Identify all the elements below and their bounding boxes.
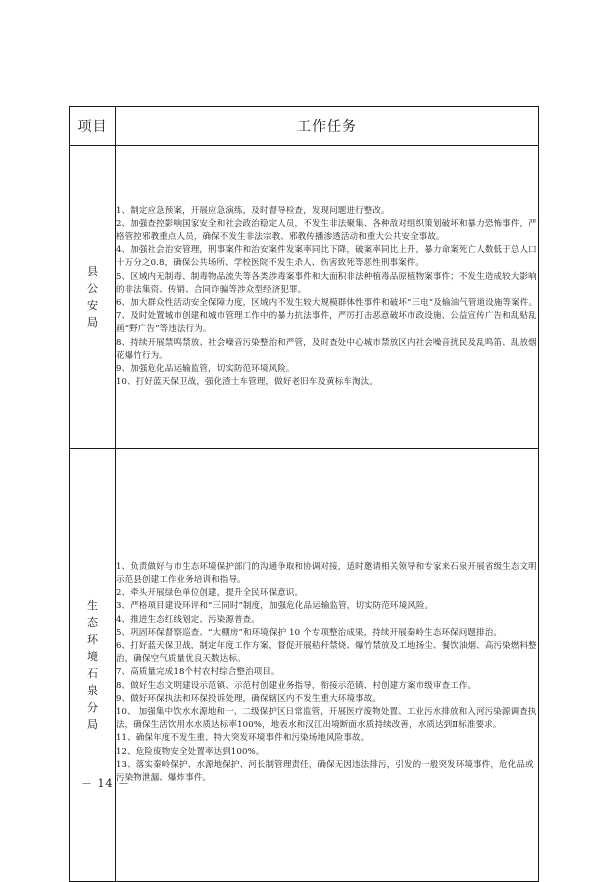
task-item: 1、负责做好与市生态环境保护部门的沟通争取和协调对接，适时邀请相关领导和专家来石泉开展省级生态文明示范县创建工作业务培训和指导。 [116, 561, 537, 585]
dept-name-char: 境 [87, 650, 98, 663]
task-item: 8、做好生态文明建设示范镇、示范村创建业务指导，衔接示范镇、村创建方案市级审查工作。 [116, 680, 477, 691]
task-item: 10、 加强集中饮水水源地和一、二级保护区日常监管，开展医疗废物处置、工业污水排放和入河污染源调查执法，确保生活饮用水水质达标率100%，地表水和汉江出境断面水质持续改善，水质达到Ⅱ标准要求。 [116, 707, 537, 731]
dept-name-police [70, 263, 115, 331]
task-item: 5、巩固环保督察巡查、“大棚房”和环境保护 10 个专项整治成果，持续开展秦岭生态环保问题排治。 [116, 627, 503, 638]
task-item: 2、加强查控影响国家安全和社会政治稳定人员，不发生非法聚集、各种敌对组织策划破坏和暴力恐怖事件，严格管控邪教重点人员，确保不发生非法宗教、邪教传播渗透活动和重大公共安全事故。 [116, 218, 537, 242]
dept-name-char: 泉 [87, 684, 98, 697]
header-task: 工作任务 [116, 107, 539, 146]
dept-name-char: 分 [87, 701, 98, 714]
task-table [69, 106, 539, 882]
table-header-row [70, 107, 539, 146]
task-item: 10、打好蓝天保卫战，强化渣土车管理，做好老旧车及黄标车淘汰。 [116, 377, 378, 388]
task-item: 7、及时处置城市创建和城市管理工作中的暴力抗法事件，严厉打击恶意破坏市政设施、公益宣传广告和乱贴乱画“野广告”等违法行为。 [116, 311, 537, 335]
table-row [70, 146, 539, 449]
task-item: 6、打好蓝天保卫战，制定年度工作方案，督促开展秸秆禁烧、爆竹禁放及工地扬尘、餐饮油烟、高污染燃料整治，确保空气质量优良天数达标。 [116, 640, 537, 665]
task-item: 9、做好环保执法和环保投诉处理，确保辖区内不发生重大环境事故。 [116, 693, 382, 704]
task-item: 7、高质量完成18个村农村综合整治项目。 [116, 667, 280, 678]
dept-name-char: 局 [87, 718, 98, 731]
table-row [70, 449, 539, 882]
dept-name-char: 石 [87, 667, 98, 680]
task-item: 9、加强危化品运输监管，切实防范环境风险。 [116, 364, 295, 375]
task-list-ecology [116, 449, 539, 882]
header-item: 项目 [70, 107, 116, 146]
task-list-police [116, 146, 539, 449]
task-item: 4、加强社会治安管理，刑事案件和治安案件发案率同比下降，破案率同比上升，暴力命案死亡人数低于总人口十万分之0.8，确保公共场所、学校医院不发生杀人、伤害致死等恶性刑事案件。 [116, 245, 537, 269]
task-item: 5、区域内无制毒、制毒物品流失等各类涉毒案事件和大面积非法种植毒品原植物案事件；不发生造成较大影响的非法集资、传销、合同诈骗等涉众型经济犯罪。 [116, 271, 537, 295]
task-item: 2、牵头开展绿色单位创建，提升全民环保意识。 [116, 588, 304, 599]
dept-cell-police [70, 146, 116, 449]
dept-name-char: 生 [87, 599, 98, 612]
task-item: 12、危险废物安全处置率达到100%。 [116, 746, 265, 757]
dept-name-char: 安 [87, 299, 98, 312]
task-item: 1、制定应急预案，开展应急演练，及时督导检查，发现问题进行整改。 [116, 205, 390, 216]
dept-cell-ecology [70, 449, 116, 882]
dept-name-char: 态 [87, 616, 98, 629]
page-number: － 14 － [81, 777, 130, 790]
dept-name-char: 局 [87, 316, 98, 329]
dept-name-char: 公 [87, 282, 98, 295]
task-item: 13、落实秦岭保护、水源地保护、河长制管理责任，确保无因违法排污，引发的一般突发环境事件，危化品或污染物泄漏、爆炸事件。 [116, 759, 534, 784]
dept-name-ecology [70, 597, 115, 733]
task-item: 6、加大群众性活动安全保障力度，区域内不发生较大规模群体性事件和破坏“三电”及输油气管道设施等案件。 [116, 298, 538, 308]
dept-name-char: 环 [87, 633, 98, 646]
task-item: 11、确保年度不发生重、特大突发环境事件和污染场地风险事故。 [116, 733, 370, 744]
task-item: 3、严格项目建设环评和“三同时”制度，加强危化品运输监管，切实防范环境风险。 [116, 601, 434, 612]
task-item: 4、推进生态红线划定、污染源普查。 [116, 614, 260, 625]
dept-name-char: 县 [87, 265, 98, 278]
task-item: 8、持续开展禁鸣禁放、社会噪音污染整治和严管，及时查处中心城市禁放区内社会噪音扰民及乱鸣笛、乱放烟花爆竹行为。 [116, 337, 537, 361]
